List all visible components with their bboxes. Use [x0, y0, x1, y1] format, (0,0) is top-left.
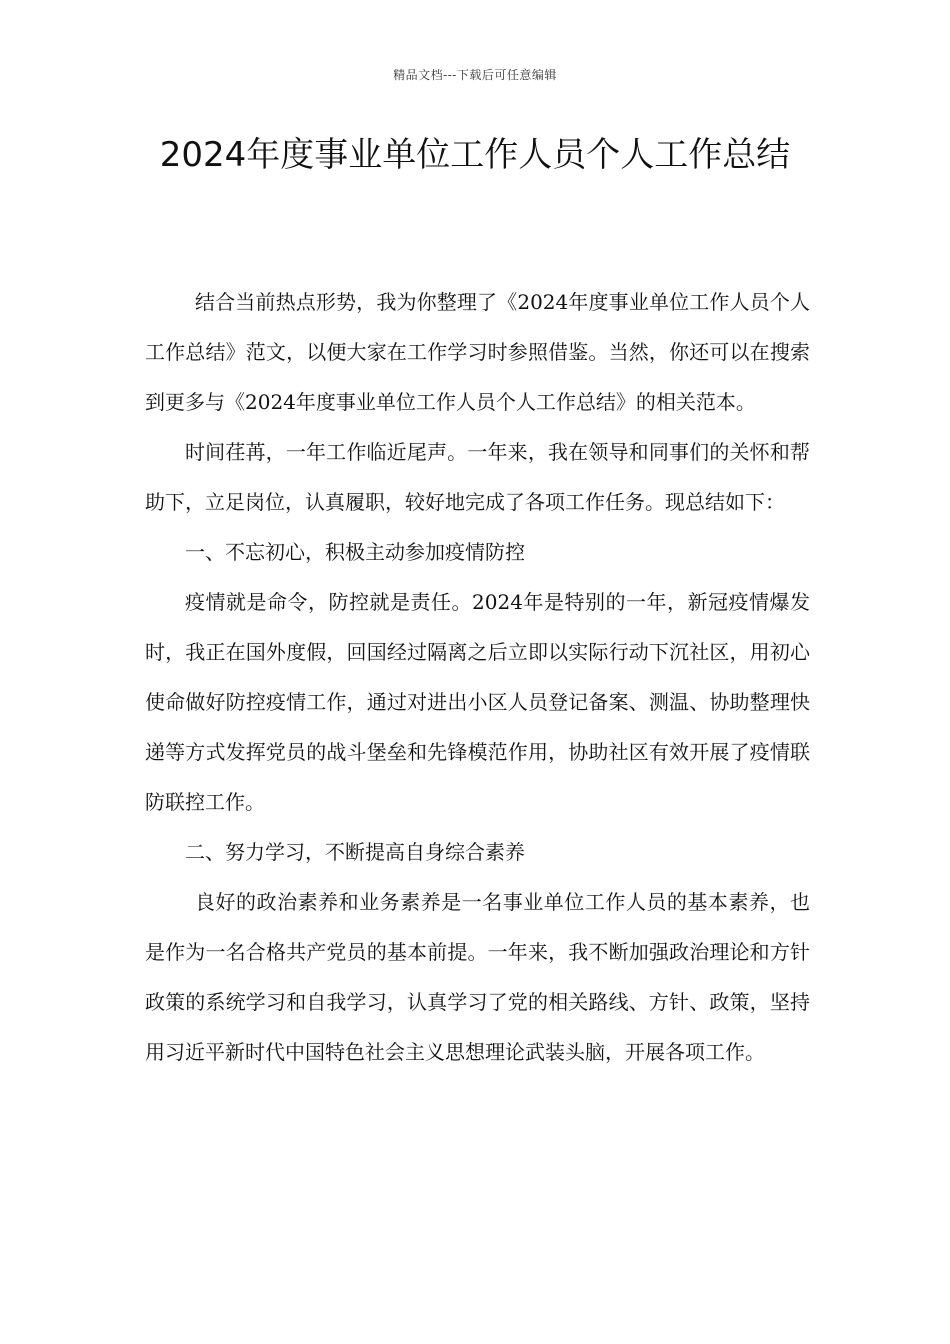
- body-paragraph: 良好的政治素养和业务素养是一名事业单位工作人员的基本素养，也是作为一名合格共产党员的基本前提。一年来，我不断加强政治理论和方针政策的系统学习和自我学习，认真学习了党的相关路线、方针、政策，坚持用习近平新时代中国特色社会主义思想理论武装头脑，开展各项工作。: [145, 890, 810, 1064]
- document-body: [145, 277, 810, 1077]
- intro-paragraph: 结合当前热点形势，我为你整理了《2024年度事业单位工作人员个人工作总结》范文，以便大家在工作学习时参照借鉴。当然，你还可以在搜索到更多与《2024年度事业单位工作人员个人工作总结》的相关范本。: [145, 290, 810, 414]
- section-heading: 一、不忘初心，积极主动参加疫情防控: [185, 540, 525, 564]
- section-heading: 二、努力学习，不断提高自身综合素养: [185, 840, 525, 864]
- body-paragraph: 时间荏苒，一年工作临近尾声。一年来，我在领导和同事们的关怀和帮助下，立足岗位，认真履职，较好地完成了各项工作任务。现总结如下：: [145, 440, 810, 514]
- body-paragraph: 疫情就是命令，防控就是责任。2024年是特别的一年，新冠疫情爆发时，我正在国外度假，回国经过隔离之后立即以实际行动下沉社区，用初心使命做好防控疫情工作，通过对进出小区人员登记备案、测温、协助整理快递等方式发挥党员的战斗堡垒和先锋模范作用，协助社区有效开展了疫情联防联控工作。: [145, 590, 810, 814]
- page-header-watermark: 精品文档---下载后可任意编辑: [393, 68, 557, 82]
- document-title: 2024年度事业单位工作人员个人工作总结: [159, 135, 791, 175]
